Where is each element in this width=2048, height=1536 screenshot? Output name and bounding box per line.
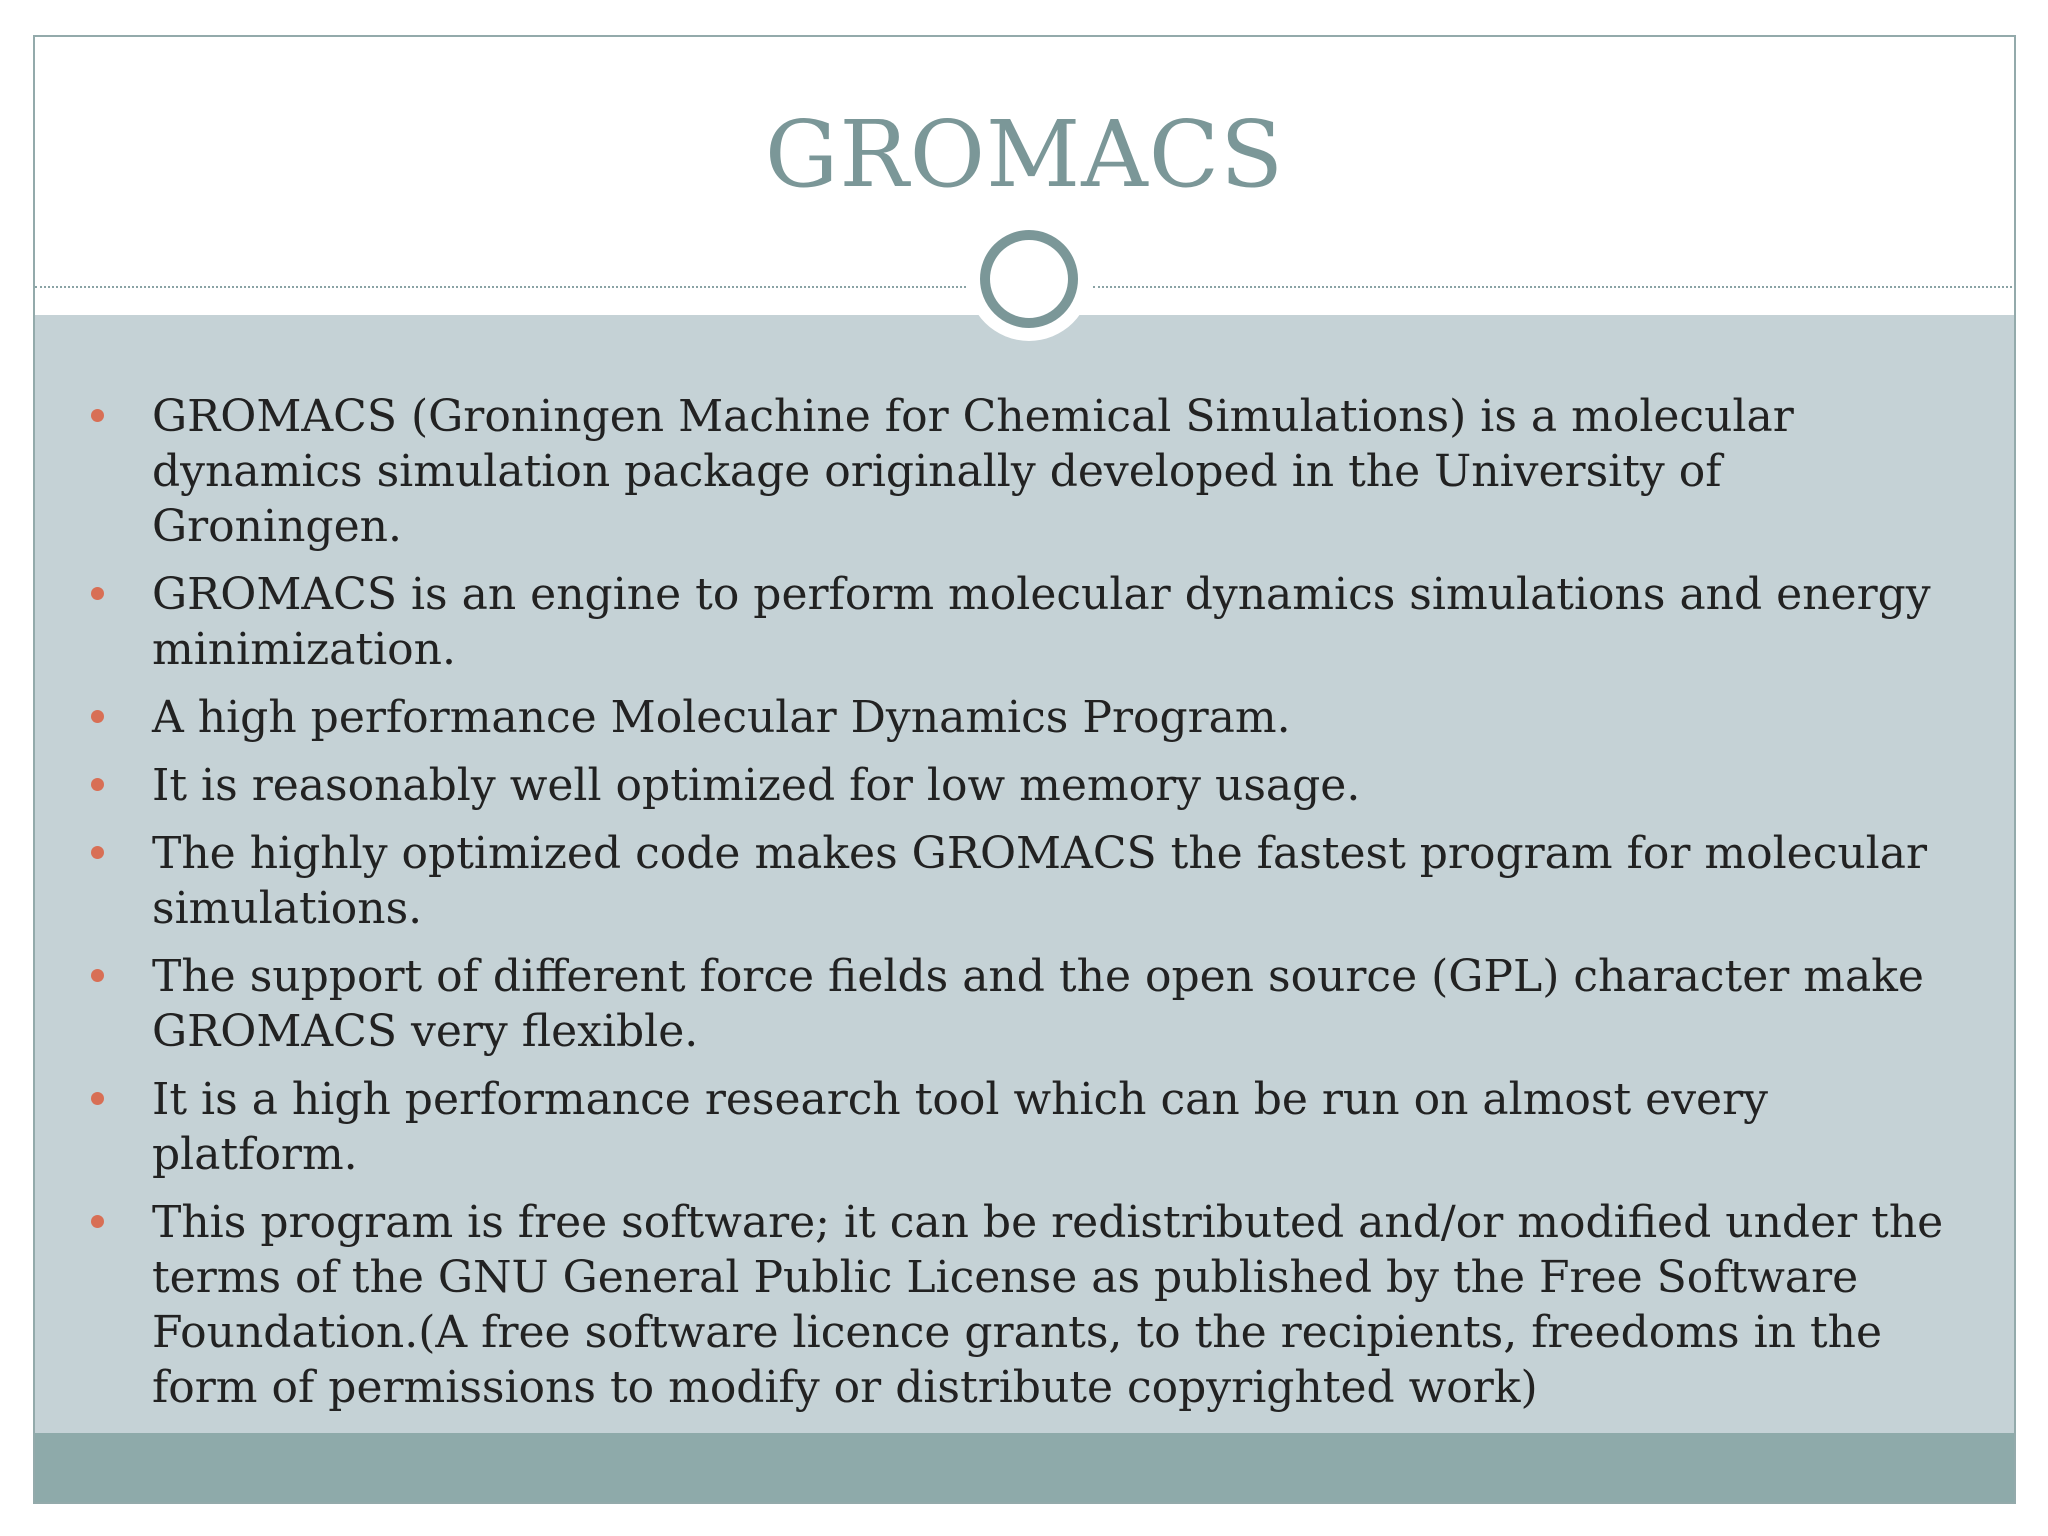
slide <box>33 35 2016 1504</box>
bullet-text: The support of different force fields and the open source (GPL) character make GROMACS very flexible. <box>152 951 1924 1057</box>
bullet-dot-icon <box>91 778 104 791</box>
bullet-list <box>35 389 2016 1428</box>
bullet-text: It is reasonably well optimized for low memory usage. <box>152 760 1361 811</box>
bullet-dot-icon <box>91 587 104 600</box>
list-item <box>35 1195 2016 1415</box>
bullet-dot-icon <box>91 1215 104 1228</box>
bullet-dot-icon <box>91 969 104 982</box>
list-item <box>35 758 2016 813</box>
bullet-dot-icon <box>91 846 104 859</box>
list-item <box>35 567 2016 677</box>
ring-icon <box>980 230 1078 328</box>
bullet-dot-icon <box>91 1092 104 1105</box>
bullet-text: GROMACS is an engine to perform molecular dynamics simulations and energy minimization. <box>152 569 1931 675</box>
bullet-text: GROMACS (Groningen Machine for Chemical Simulations) is a molecular dynamics simulation package originally developed in the University of Groningen. <box>152 391 1794 552</box>
slide-title: GROMACS <box>764 101 1285 208</box>
bullet-text: A high performance Molecular Dynamics Program. <box>152 692 1291 743</box>
list-item <box>35 949 2016 1059</box>
list-item <box>35 1072 2016 1182</box>
title-divider-left <box>35 286 990 288</box>
bullet-dot-icon <box>91 409 104 422</box>
bullet-text: This program is free software; it can be redistributed and/or modified under the terms of the GNU General Public License as published by the Free Software Foundation.(A free software licence grants, to the recipients, freedoms in the form of permissions to modify or distribute copyrighted work) <box>152 1197 1944 1413</box>
bullet-dot-icon <box>91 710 104 723</box>
footer-band <box>35 1433 2014 1504</box>
list-item <box>35 389 2016 554</box>
list-item <box>35 690 2016 745</box>
list-item <box>35 826 2016 936</box>
bullet-text: It is a high performance research tool which can be run on almost every platform. <box>152 1074 1768 1180</box>
title-divider-right <box>1093 286 2016 288</box>
bullet-text: The highly optimized code makes GROMACS the fastest program for molecular simulations. <box>152 828 1928 934</box>
